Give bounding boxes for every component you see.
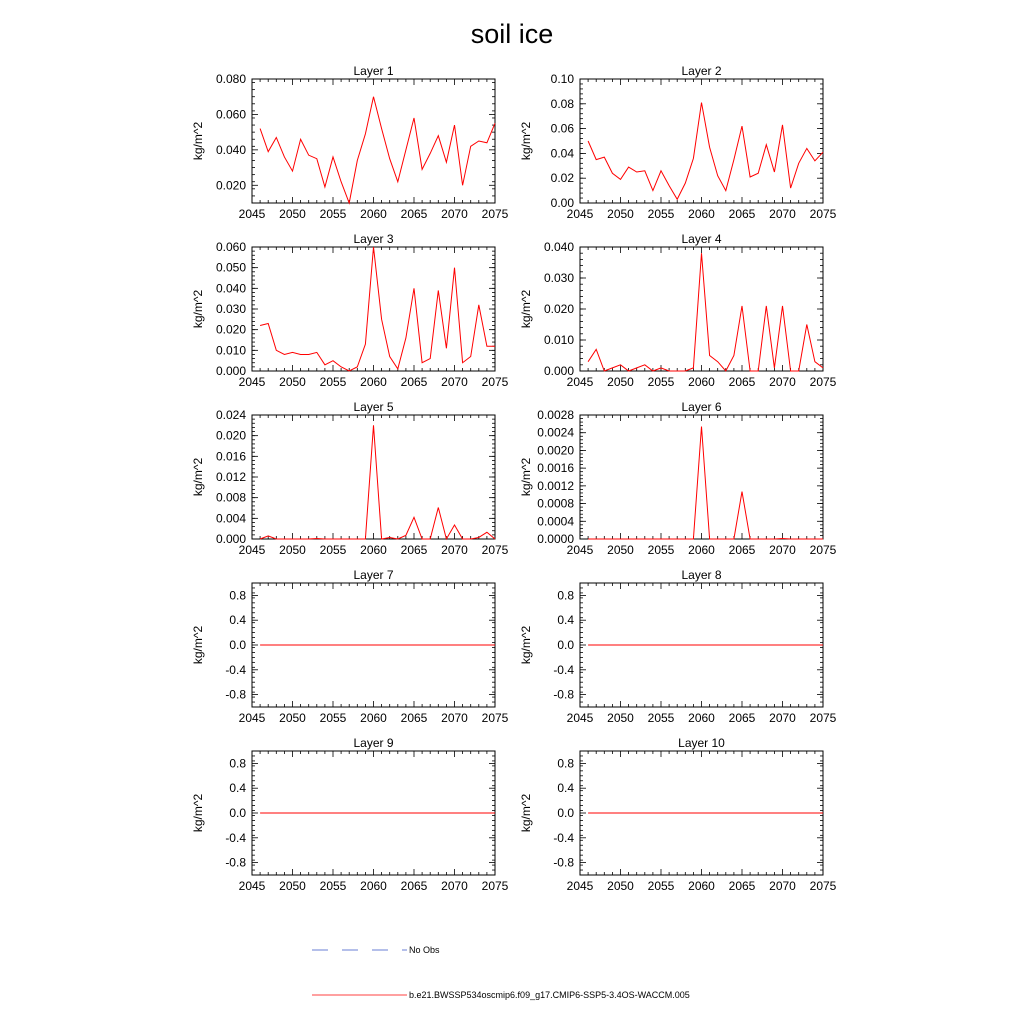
panel-title: Layer 5	[353, 400, 394, 414]
x-tick-label: 2070	[441, 879, 468, 893]
x-tick-label: 2060	[688, 207, 715, 221]
y-axis-label: kg/m^2	[519, 289, 533, 329]
x-tick-label: 2060	[688, 879, 715, 893]
y-tick-label: 0.0012	[537, 478, 574, 493]
y-tick-label: 0.0008	[537, 496, 574, 511]
panel-layer-1	[191, 64, 509, 221]
y-tick-label: 0.0028	[537, 408, 574, 422]
x-tick-label: 2050	[279, 207, 306, 221]
y-tick-label: 0.4	[557, 613, 574, 628]
y-tick-label: 0.8	[229, 756, 246, 771]
x-tick-label: 2060	[688, 711, 715, 725]
y-tick-label: 0.06	[550, 121, 574, 136]
panel-layer-6	[519, 400, 837, 557]
panel-title: Layer 1	[353, 64, 394, 78]
x-tick-label: 2045	[238, 543, 266, 557]
x-tick-label: 2070	[441, 207, 468, 221]
y-axis-label: kg/m^2	[519, 121, 533, 161]
y-tick-label: 0.080	[215, 72, 246, 86]
y-tick-label: -0.4	[225, 830, 246, 845]
panel-layer-2	[519, 64, 837, 221]
series-line	[588, 427, 823, 539]
panel-title: Layer 10	[678, 736, 725, 750]
figure-title: soil ice	[470, 19, 554, 49]
x-tick-label: 2060	[688, 375, 715, 389]
y-tick-label: -0.8	[225, 687, 246, 702]
y-tick-label: 0.016	[215, 449, 246, 464]
x-tick-label: 2075	[809, 543, 837, 557]
panel-layer-9	[191, 736, 509, 893]
panel-title: Layer 7	[353, 568, 394, 582]
y-tick-label: 0.0020	[537, 443, 574, 458]
y-tick-label: -0.4	[225, 662, 246, 677]
plot-frame	[580, 79, 823, 203]
x-tick-label: 2060	[360, 375, 387, 389]
y-axis-label: kg/m^2	[519, 457, 533, 497]
panel-title: Layer 3	[353, 232, 394, 246]
x-tick-label: 2050	[607, 879, 634, 893]
x-tick-label: 2070	[441, 711, 468, 725]
x-tick-label: 2075	[481, 711, 509, 725]
panel-title: Layer 2	[681, 64, 722, 78]
y-tick-label: -0.4	[553, 662, 574, 677]
x-tick-label: 2070	[769, 207, 796, 221]
panel-layer-4	[519, 232, 837, 389]
x-tick-label: 2045	[566, 711, 594, 725]
x-tick-label: 2075	[481, 543, 509, 557]
x-tick-label: 2045	[238, 207, 266, 221]
y-tick-label: 0.012	[215, 470, 246, 484]
plot-frame	[252, 247, 495, 371]
x-tick-label: 2060	[688, 543, 715, 557]
y-tick-label: 0.8	[557, 756, 574, 771]
y-axis-label: kg/m^2	[191, 625, 205, 665]
y-axis-label: kg/m^2	[191, 121, 205, 161]
x-tick-label: 2050	[279, 375, 306, 389]
y-tick-label: 0.04	[550, 146, 574, 161]
x-tick-label: 2070	[769, 879, 796, 893]
legend	[312, 945, 690, 1000]
y-tick-label: -0.8	[553, 855, 574, 870]
x-tick-label: 2075	[809, 711, 837, 725]
y-tick-label: 0.020	[215, 178, 246, 193]
y-tick-label: 0.024	[215, 408, 246, 422]
x-tick-label: 2055	[319, 375, 347, 389]
x-tick-label: 2050	[607, 207, 634, 221]
y-tick-label: 0.00	[550, 196, 574, 210]
x-tick-label: 2055	[647, 879, 675, 893]
x-tick-label: 2050	[607, 375, 634, 389]
y-tick-label: 0.000	[215, 532, 246, 546]
x-tick-label: 2065	[400, 711, 428, 725]
x-tick-label: 2065	[400, 543, 428, 557]
legend-obs-label: No Obs	[409, 945, 440, 955]
x-tick-label: 2065	[728, 543, 756, 557]
y-tick-label: 0.0	[557, 806, 574, 820]
x-tick-label: 2045	[566, 375, 594, 389]
panel-title: Layer 9	[353, 736, 394, 750]
x-tick-label: 2055	[647, 711, 675, 725]
y-tick-label: 0.040	[543, 240, 574, 254]
x-tick-label: 2055	[319, 879, 347, 893]
panel-layer-5	[191, 400, 509, 557]
y-axis-label: kg/m^2	[519, 625, 533, 665]
x-tick-label: 2050	[279, 543, 306, 557]
y-tick-label: 0.4	[229, 613, 246, 628]
y-tick-label: 0.020	[543, 302, 574, 316]
x-tick-label: 2045	[238, 375, 266, 389]
y-tick-label: -0.8	[553, 687, 574, 702]
y-tick-label: 0.000	[543, 364, 574, 378]
x-tick-label: 2065	[400, 207, 428, 221]
legend-model-label: b.e21.BWSSP534oscmip6.f09_g17.CMIP6-SSP5-3.4OS-WACCM.005	[409, 990, 690, 1000]
y-tick-label: 0.0016	[537, 461, 574, 476]
x-tick-label: 2050	[279, 711, 306, 725]
y-tick-label: 0.4	[557, 781, 574, 796]
panel-title: Layer 4	[681, 232, 722, 246]
y-tick-label: 0.8	[229, 588, 246, 603]
y-tick-label: 0.0004	[537, 514, 574, 529]
y-tick-label: 0.010	[543, 333, 574, 347]
y-tick-label: 0.030	[543, 271, 574, 285]
series-line	[260, 247, 495, 371]
x-tick-label: 2060	[360, 879, 387, 893]
y-tick-label: -0.4	[553, 830, 574, 845]
x-tick-label: 2055	[319, 207, 347, 221]
panel-grid	[191, 64, 837, 893]
x-tick-label: 2055	[647, 207, 675, 221]
x-tick-label: 2065	[728, 879, 756, 893]
x-tick-label: 2065	[728, 375, 756, 389]
x-tick-label: 2045	[566, 543, 594, 557]
series-line	[260, 425, 495, 539]
x-tick-label: 2055	[647, 375, 675, 389]
x-tick-label: 2075	[809, 879, 837, 893]
y-tick-label: 0.010	[215, 343, 246, 358]
y-tick-label: 0.0	[229, 638, 246, 652]
x-tick-label: 2070	[769, 375, 796, 389]
x-tick-label: 2060	[360, 207, 387, 221]
y-tick-label: 0.030	[215, 302, 246, 316]
y-tick-label: 0.060	[215, 107, 246, 122]
plot-frame	[580, 415, 823, 539]
panel-layer-7	[191, 568, 509, 725]
y-tick-label: 0.020	[215, 322, 246, 337]
plot-frame	[580, 247, 823, 371]
y-axis-label: kg/m^2	[191, 793, 205, 833]
x-tick-label: 2075	[481, 375, 509, 389]
x-tick-label: 2065	[728, 711, 756, 725]
x-tick-label: 2050	[607, 711, 634, 725]
x-tick-label: 2045	[238, 711, 266, 725]
y-tick-label: 0.020	[215, 428, 246, 443]
x-tick-label: 2050	[279, 879, 306, 893]
x-tick-label: 2075	[809, 375, 837, 389]
y-tick-label: 0.040	[215, 142, 246, 157]
y-tick-label: 0.0	[557, 638, 574, 652]
y-tick-label: 0.8	[557, 588, 574, 603]
panel-layer-10	[519, 736, 837, 893]
x-tick-label: 2045	[238, 879, 266, 893]
x-tick-label: 2075	[809, 207, 837, 221]
y-tick-label: 0.060	[215, 240, 246, 254]
y-tick-label: 0.0000	[537, 532, 574, 546]
y-tick-label: 0.008	[215, 490, 246, 505]
x-tick-label: 2055	[647, 543, 675, 557]
y-axis-label: kg/m^2	[519, 793, 533, 833]
x-tick-label: 2065	[728, 207, 756, 221]
x-tick-label: 2060	[360, 711, 387, 725]
panel-title: Layer 8	[681, 568, 722, 582]
x-tick-label: 2065	[400, 879, 428, 893]
x-tick-label: 2045	[566, 879, 594, 893]
x-tick-label: 2055	[319, 711, 347, 725]
y-tick-label: 0.040	[215, 281, 246, 296]
panel-layer-3	[191, 232, 509, 389]
y-tick-label: 0.4	[229, 781, 246, 796]
series-line	[260, 97, 495, 203]
y-tick-label: 0.08	[550, 96, 574, 111]
y-tick-label: 0.0	[229, 806, 246, 820]
x-tick-label: 2060	[360, 543, 387, 557]
y-tick-label: 0.10	[550, 72, 574, 86]
y-tick-label: 0.050	[215, 260, 246, 275]
x-tick-label: 2075	[481, 207, 509, 221]
panel-layer-8	[519, 568, 837, 725]
x-tick-label: 2070	[441, 543, 468, 557]
y-tick-label: 0.004	[215, 511, 246, 526]
y-tick-label: 0.0024	[537, 425, 574, 440]
series-line	[588, 253, 823, 371]
x-tick-label: 2065	[400, 375, 428, 389]
plot-frame	[252, 415, 495, 539]
y-tick-label: -0.8	[225, 855, 246, 870]
x-tick-label: 2070	[441, 375, 468, 389]
y-axis-label: kg/m^2	[191, 289, 205, 329]
y-tick-label: 0.02	[550, 171, 574, 186]
x-tick-label: 2045	[566, 207, 594, 221]
x-tick-label: 2055	[319, 543, 347, 557]
x-tick-label: 2050	[607, 543, 634, 557]
series-line	[588, 103, 823, 200]
panel-title: Layer 6	[681, 400, 722, 414]
y-axis-label: kg/m^2	[191, 457, 205, 497]
x-tick-label: 2070	[769, 711, 796, 725]
x-tick-label: 2070	[769, 543, 796, 557]
x-tick-label: 2075	[481, 879, 509, 893]
y-tick-label: 0.000	[215, 364, 246, 378]
